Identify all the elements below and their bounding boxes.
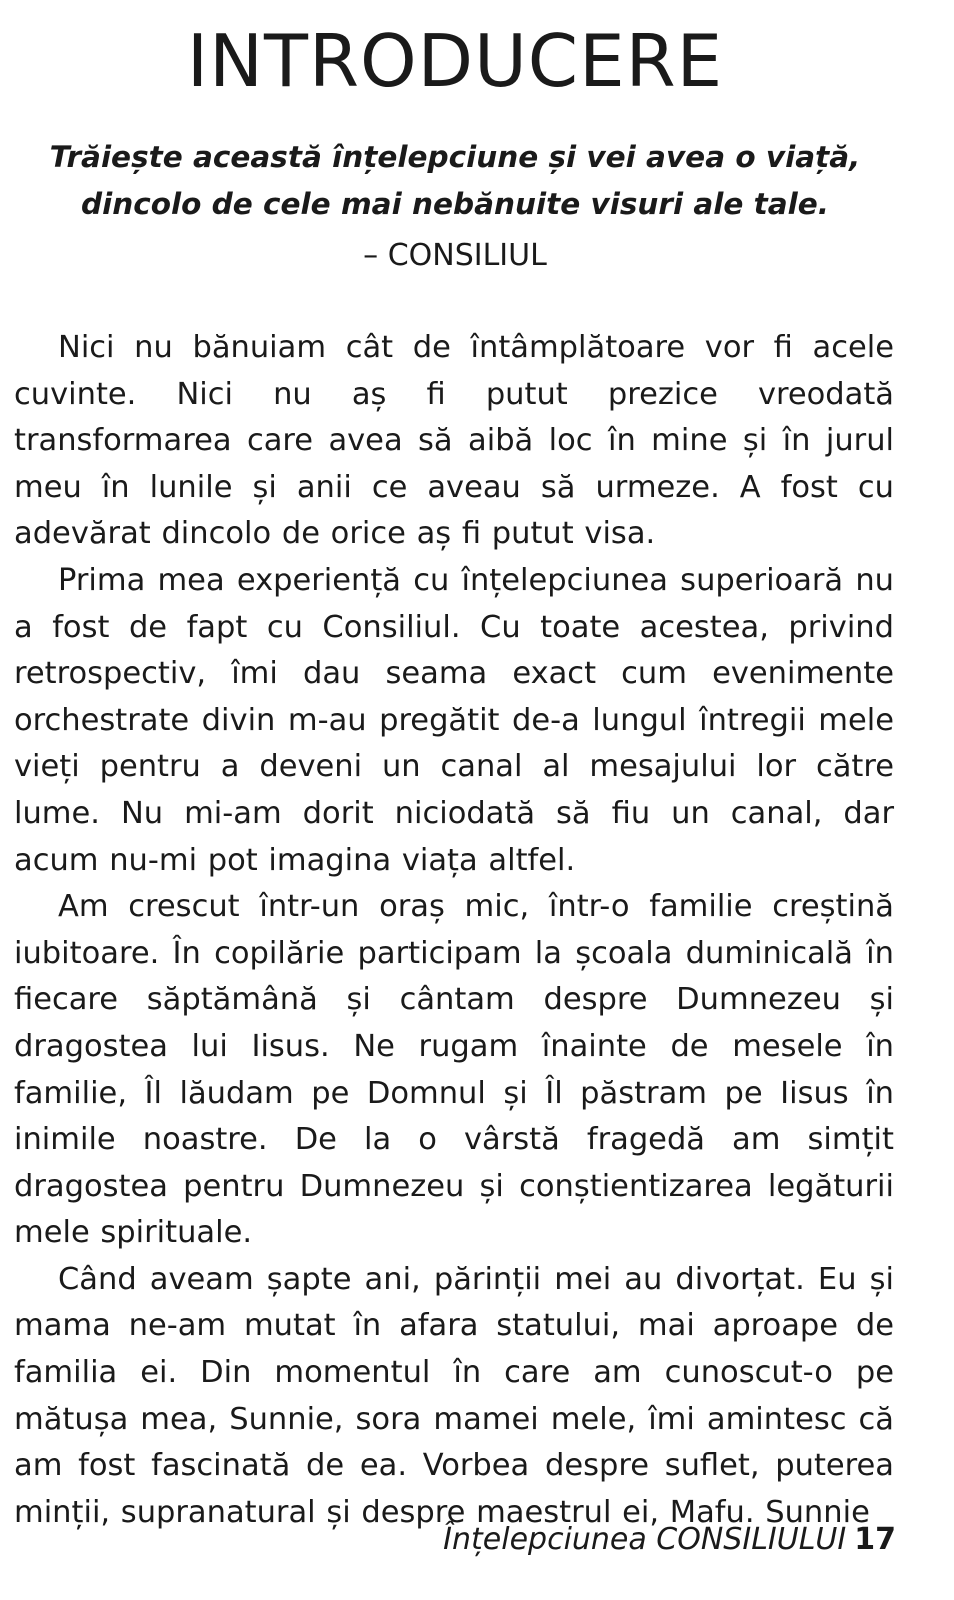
epigraph-quote: Trăiește această înțelepciune și vei avea o viață, dincolo de cele mai nebănuite visuri ale tale. — [49, 140, 861, 221]
epigraph-attribution: – CONSILIUL — [363, 238, 547, 273]
paragraph: Nici nu bănuiam cât de întâmplătoare vor fi acele cuvinte. Nici nu aș fi putut prezice vreodată transformarea care avea să aibă loc în mine și în jurul meu în lunile și anii ce aveau să urmeze. A fost cu adevărat dincolo de orice aș fi putut visa. — [14, 330, 894, 552]
page-number: 17 — [854, 1522, 896, 1557]
paragraph: Prima mea experiență cu înțelepciunea superioară nu a fost de fapt cu Consiliul. Cu toate acestea, privind retrospectiv, îmi dau seama exact cum evenimente orchestrate divin m-au pregătit de-a lungul întregii mele vieți pentru a deveni un canal al mesajului lor către lume. Nu mi-am dorit niciodată să fiu un canal, dar acum nu-mi pot imagina viața altfel. — [14, 562, 894, 878]
chapter-title: INTRODUCERE — [186, 19, 724, 103]
running-title: Înțelepciunea CONSILIULUI — [443, 1522, 847, 1557]
paragraph: Când aveam șapte ani, părinții mei au divorțat. Eu și mama ne-am mutat în afara statului, mai aproape de familia ei. Din momentul în care am cunoscut-o pe mătușa mea, Sunnie, sora mamei mele, îmi amintesc că am fost fascinată de ea. Vorbea despre suflet, puterea minții, supranatural și despre maestrul ei, Mafu. Sunnie — [14, 1261, 894, 1530]
page-footer — [443, 1520, 896, 1560]
body-text — [14, 325, 894, 1536]
paragraph: Am crescut într-un oraș mic, într-o familie creștină iubitoare. În copilărie participam la școala duminicală în fiecare săptămână și cântam despre Dumnezeu și dragostea lui Iisus. Ne rugam înainte de mesele în familie, Îl lăudam pe Domnul și Îl păstram pe Iisus în inimile noastre. De la o vârstă fragedă am simțit dragostea pentru Dumnezeu și conștientizarea legăturii mele spirituale. — [14, 889, 894, 1251]
